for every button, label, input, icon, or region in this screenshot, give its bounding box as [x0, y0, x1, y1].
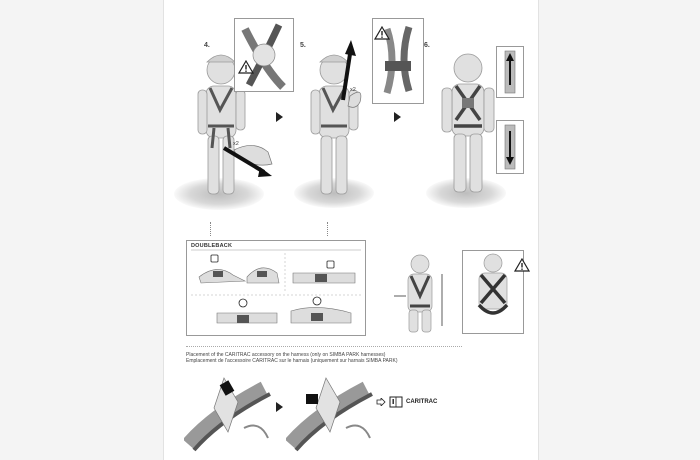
step-4-number: 4. — [204, 42, 210, 49]
strap-up-illustration — [497, 47, 523, 97]
right-arrow-icon — [394, 112, 401, 122]
x2-label: x2 — [350, 87, 356, 93]
instruction-sheet — [163, 0, 539, 460]
right-arrow-icon — [276, 112, 283, 122]
doubleback-panel — [186, 240, 366, 336]
shoulder-strap-illustration — [235, 19, 293, 91]
warning-triangle-icon — [238, 60, 254, 74]
x2-label: x2 — [233, 141, 239, 147]
dotted-connector — [210, 222, 211, 236]
inset-adjust-up — [496, 46, 524, 98]
doubleback-buckle-illustrations — [187, 241, 365, 335]
right-arrow-icon — [276, 402, 283, 412]
manual-book-icon — [389, 396, 403, 408]
section-divider — [186, 346, 462, 347]
caritrac-caption-french: Emplacement de l'accessoire CARITRAC sur le harnais (uniquement sur harnais SIMBA PARK) — [186, 358, 398, 364]
caritrac-manual-reference — [376, 396, 437, 408]
doubleback-title: DOUBLEBACK — [191, 243, 233, 249]
step-5-number: 5. — [300, 42, 306, 49]
caritrac-label: CARITRAC — [406, 399, 438, 405]
warning-triangle-icon — [514, 258, 530, 272]
caritrac-placement-after — [286, 374, 376, 454]
inset-shoulder-strap-step-4 — [234, 18, 294, 92]
caritrac-caption-english: Placement of the CARITRAC accessory on the harness (only on SIMBA PARK harnesses) — [186, 352, 386, 358]
warning-triangle-icon — [374, 26, 390, 40]
step-6-number: 6. — [424, 42, 430, 49]
harness-fit-front — [390, 252, 450, 334]
arrow-outline-icon — [376, 398, 386, 406]
caritrac-placement-before — [184, 374, 274, 454]
dotted-connector — [327, 222, 328, 236]
strap-down-illustration — [497, 121, 523, 173]
inset-adjust-down — [496, 120, 524, 174]
